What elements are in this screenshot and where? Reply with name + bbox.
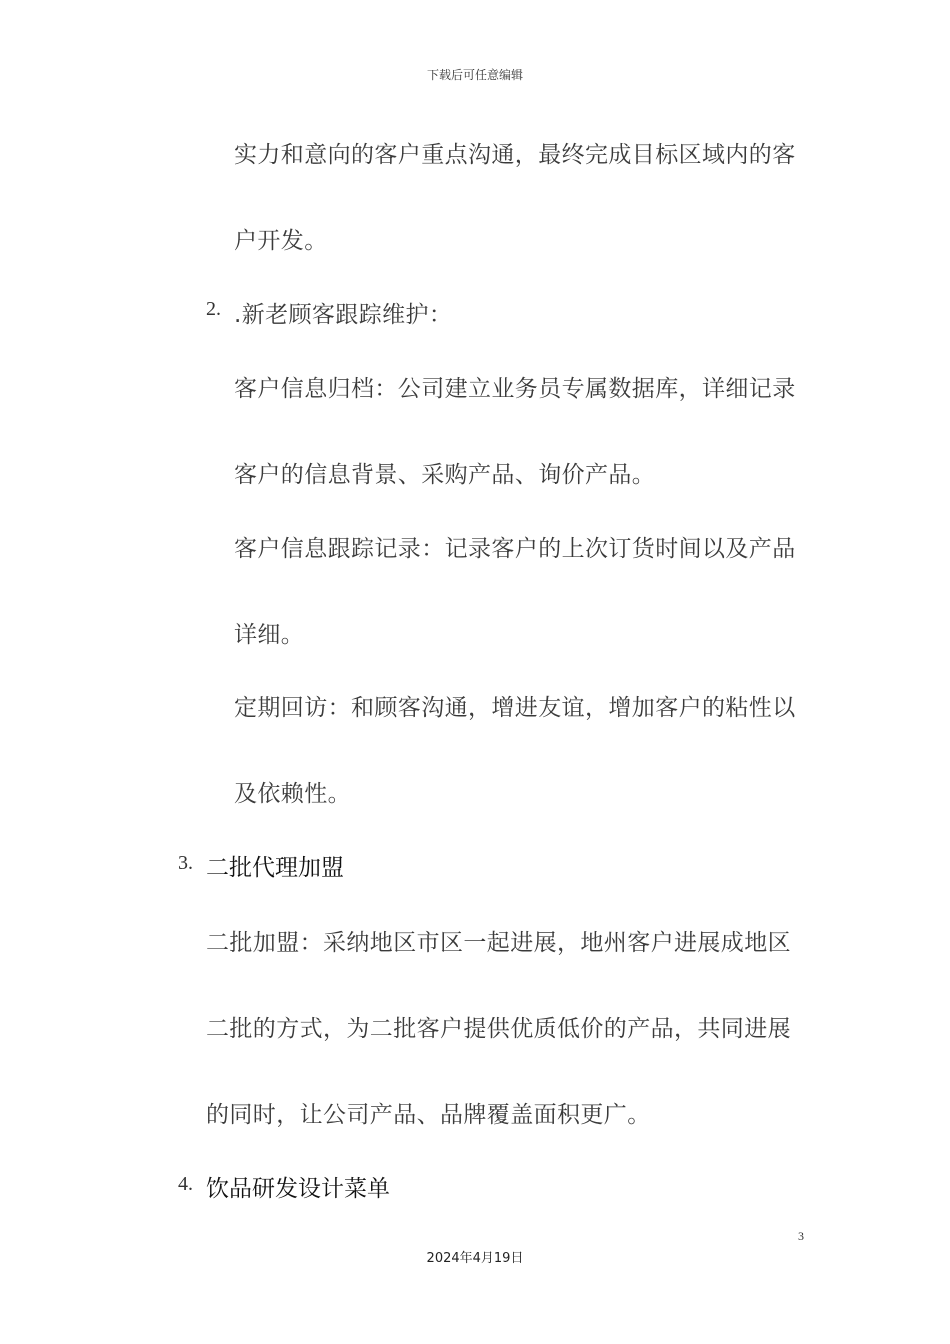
paragraph-line: 户开发。 [234, 228, 328, 254]
paragraph-line: 客户的信息背景、采购产品、询价产品。 [234, 462, 656, 488]
list-item-title: .新老顾客跟踪维护： [234, 302, 453, 328]
paragraph-line: 实力和意向的客户重点沟通，最终完成目标区域内的客 [234, 142, 796, 168]
paragraph-line: 的同时，让公司产品、品牌覆盖面积更广。 [206, 1102, 651, 1128]
paragraph-line: 及依赖性。 [234, 781, 351, 807]
paragraph-line: 二批的方式，为二批客户提供优质低价的产品，共同进展 [206, 1016, 791, 1042]
list-number: 4. [178, 1173, 193, 1195]
paragraph-line: 二批加盟：采纳地区市区一起进展，地州客户进展成地区 [206, 930, 791, 956]
section-heading: 饮品研发设计菜单 [206, 1176, 390, 1202]
page-number: 3 [798, 1229, 804, 1243]
list-number: 3. [178, 852, 193, 874]
paragraph-line: 客户信息跟踪记录：记录客户的上次订货时间以及产品 [234, 536, 796, 562]
paragraph-line: 客户信息归档：公司建立业务员专属数据库，详细记录 [234, 376, 796, 402]
paragraph-line: 定期回访：和顾客沟通，增进友谊，增加客户的粘性以 [234, 695, 796, 721]
footer-date: 2024年4月19日 [426, 1251, 524, 1266]
page-header: 下载后可任意编辑 [426, 68, 523, 82]
paragraph-line: 详细。 [234, 622, 305, 648]
section-heading: 二批代理加盟 [206, 855, 344, 881]
list-number: 2. [206, 298, 221, 320]
